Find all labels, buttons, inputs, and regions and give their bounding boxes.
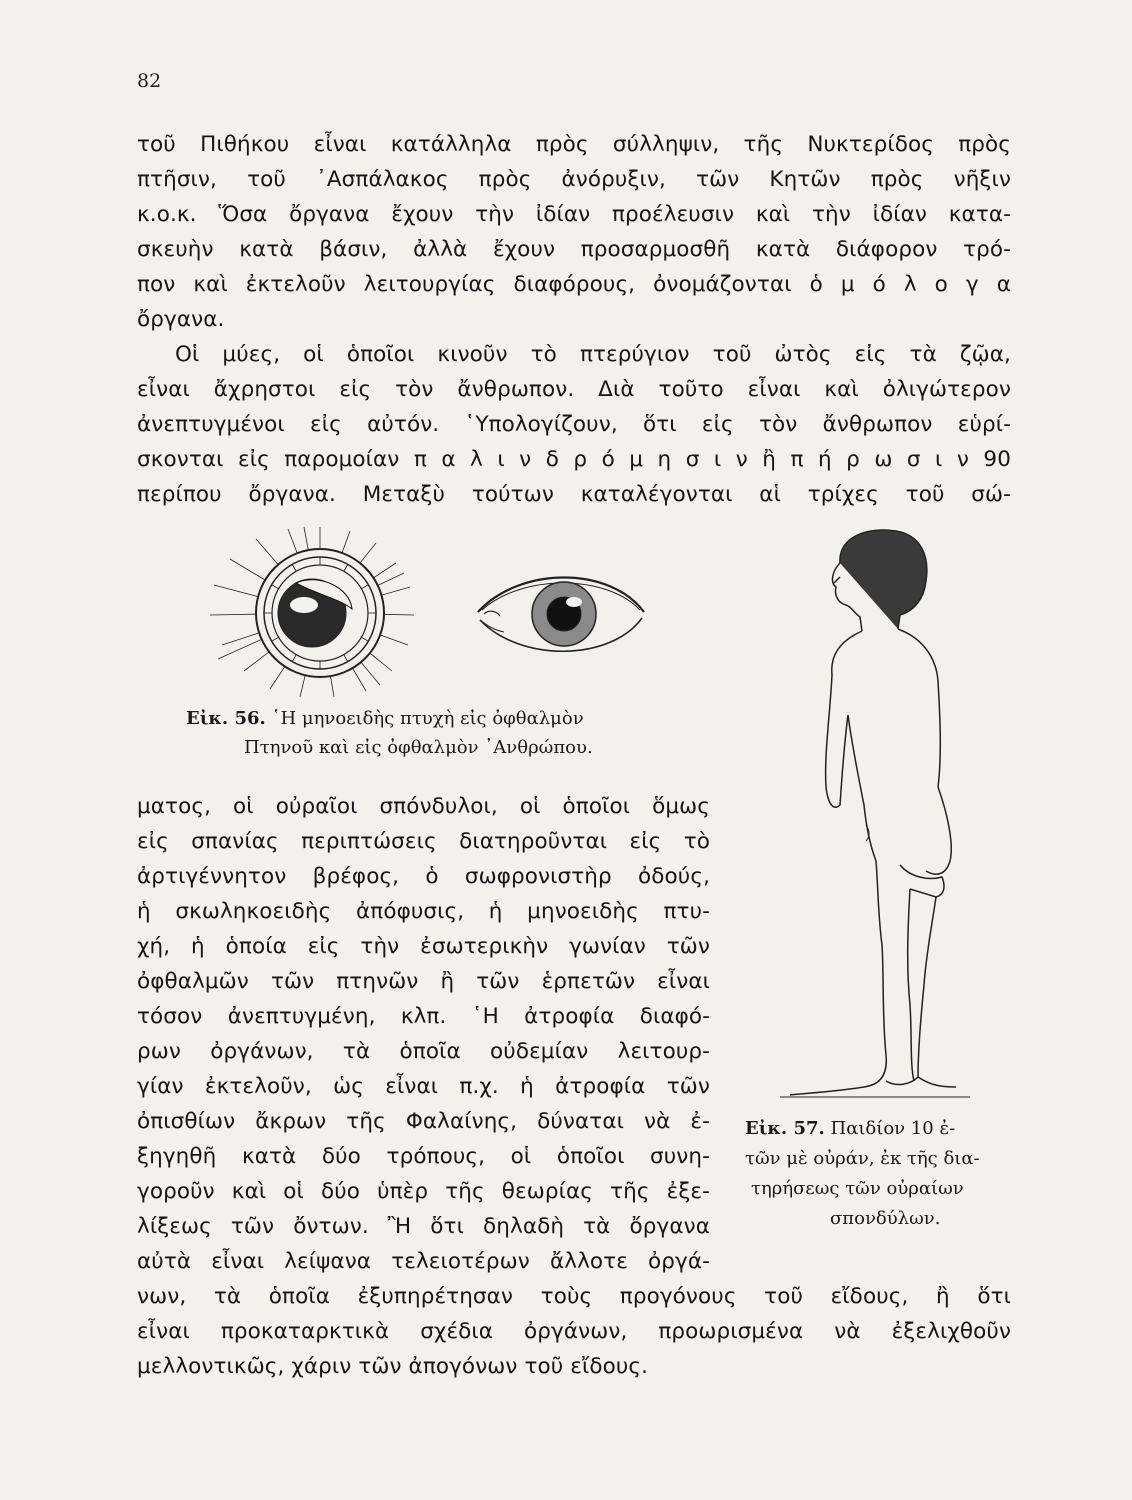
text-line: λίξεως τῶν ὄντων. Ἢ ὅτι δηλαδὴ τὰ ὄργανα bbox=[137, 1214, 710, 1239]
text-line: εἶναι ἄχρηστοι εἰς τὸν ἄνθρωπον. Διὰ τοῦτο εἶναι καὶ ὀλιγώτερον bbox=[137, 377, 1011, 402]
text-line: χή, ἡ ὁποία εἰς τὴν ἐσωτερικὴν γωνίαν τῶν bbox=[137, 934, 710, 959]
text-line: ρων ὀργάνων, τὰ ὁποῖα οὐδεμίαν λειτουρ- bbox=[137, 1039, 710, 1064]
figure-57-caption-line bbox=[745, 1116, 955, 1142]
human-eye-illustration bbox=[470, 570, 650, 670]
figure-57-label: Εἰκ. 57. bbox=[745, 1118, 825, 1139]
figure-56-label: Εἰκ. 56. bbox=[186, 708, 266, 729]
figure-57-caption-line: τηρήσεως τῶν οὐραίων bbox=[751, 1178, 964, 1199]
figure-56-caption-line bbox=[186, 706, 584, 732]
text-line: πτῆσιν, τοῦ ᾿Ασπάλακος πρὸς ἀνόρυξιν, τῶν Κητῶν πρὸς νῆξιν bbox=[137, 167, 1011, 192]
text-line: γοροῦν καὶ οἱ δύο ὑπὲρ τῆς θεωρίας τῆς ἐξε- bbox=[137, 1179, 710, 1204]
text-line: αὐτὰ εἶναι λείψανα τελειοτέρων ἄλλοτε ὀργά- bbox=[137, 1249, 710, 1274]
figure-57-caption-line: σπονδύλων. bbox=[830, 1208, 941, 1229]
page-number: 82 bbox=[137, 70, 162, 92]
text-line: πον καὶ ἐκτελοῦν λειτουργίας διαφόρους, ὀνομάζονται ὁ μ ό λ ο γ α bbox=[137, 272, 1011, 297]
text-line: ὀπισθίων ἄκρων τῆς Φαλαίνης, δύναται νὰ ἐ- bbox=[137, 1109, 710, 1134]
text-line: εἶναι προκαταρκτικὰ σχέδια ὀργάνων, προωρισμένα νὰ ἐξελιχθοῦν bbox=[137, 1319, 1011, 1344]
figure-56-caption-line: Πτηνοῦ καὶ εἰς ὀφθαλμὸν ᾿Ανθρώπου. bbox=[244, 737, 593, 758]
text-line: σκευὴν κατὰ βάσιν, ἀλλὰ ἔχουν προσαρμοσθῆ κατὰ διάφορον τρό- bbox=[137, 237, 1011, 262]
text-line: γίαν ἐκτελοῦν, ὡς εἶναι π.χ. ἡ ἀτροφία τῶν bbox=[137, 1074, 710, 1099]
text-line: ἀρτιγέννητον βρέφος, ὁ σωφρονιστὴρ ὀδούς, bbox=[137, 864, 710, 889]
bird-eye-illustration bbox=[200, 525, 440, 700]
text-line: εἰς σπανίας περιπτώσεις διατηροῦνται εἰς τὸ bbox=[137, 829, 710, 854]
figure-57-caption-line: τῶν μὲ οὐράν, ἐκ τῆς δια- bbox=[745, 1148, 980, 1169]
text-line: ἡ σκωληκοειδὴς ἀπόφυσις, ἡ μηνοειδὴς πτυ- bbox=[137, 899, 710, 924]
text-line: τόσον ἀνεπτυγμένη, κλπ. ῾Η ἀτροφία διαφό- bbox=[137, 1004, 710, 1029]
text-line: μελλοντικῶς, χάριν τῶν ἀπογόνων τοῦ εἴδους. bbox=[137, 1354, 649, 1379]
text-line: σκονται εἰς παρομοίαν π α λ ι ν δ ρ ό μ η σ ι ν ἢ π ή ρ ω σ ι ν 90 bbox=[137, 447, 1011, 472]
text-line: τοῦ Πιθήκου εἶναι κατάλληλα πρὸς σύλληψιν, τῆς Νυκτερίδος πρὸς bbox=[137, 132, 1011, 157]
text-line: ὀφθαλμῶν τῶν πτηνῶν ἢ τῶν ἑρπετῶν εἶναι bbox=[137, 969, 710, 994]
figure-57-caption-text: Παιδίον 10 ἐ- bbox=[830, 1118, 956, 1139]
text-line: ἀνεπτυγμένοι εἰς αὐτόν. ῾Υπολογίζουν, ὅτι εἰς τὸν ἄνθρωπον εὑρί- bbox=[137, 412, 1011, 437]
text-line: ματος, οἱ οὐραῖοι σπόνδυλοι, οἱ ὁποῖοι ὅμως bbox=[137, 794, 710, 819]
figure-56-caption-text: ῾Η μηνοειδὴς πτυχὴ εἰς ὀφθαλμὸν bbox=[271, 708, 584, 729]
text-line: νων, τὰ ὁποῖα ἐξυπηρέτησαν τοὺς προγόνους τοῦ εἴδους, ἢ ὅτι bbox=[137, 1284, 1011, 1309]
text-line: ὄργανα. bbox=[137, 307, 225, 332]
text-line: ξηγηθῆ κατὰ δύο τρόπους, οἱ ὁποῖοι συνη- bbox=[137, 1144, 710, 1169]
text-line: Οἱ μύες, οἱ ὁποῖοι κινοῦν τὸ πτερύγιον τοῦ ὠτὸς εἰς τὰ ζῷα, bbox=[175, 342, 1011, 367]
child-figure-illustration bbox=[760, 525, 990, 1105]
text-line: κ.ο.κ. Ὅσα ὄργανα ἔχουν τὴν ἰδίαν προέλευσιν καὶ τὴν ἰδίαν κατα- bbox=[137, 202, 1011, 227]
text-line: περίπου ὄργανα. Μεταξὺ τούτων καταλέγονται αἱ τρίχες τοῦ σώ- bbox=[137, 482, 1011, 507]
